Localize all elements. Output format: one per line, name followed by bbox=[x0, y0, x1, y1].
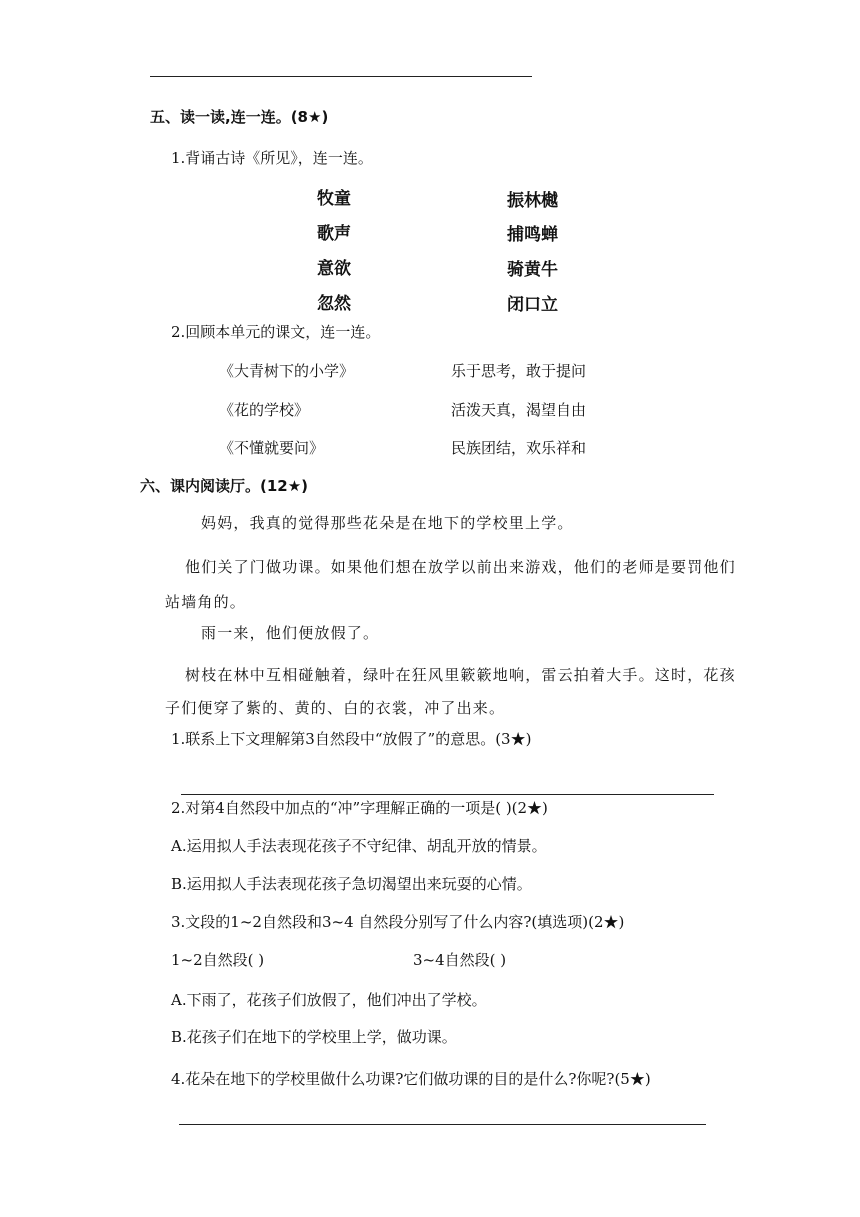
lesson-theme-item: 乐于思考，敢于提问 bbox=[451, 362, 587, 380]
poem-right-item: 闭口立 bbox=[507, 295, 558, 315]
q3-blank-a: 1~2自然段( ) bbox=[171, 951, 265, 969]
answer-line-q1 bbox=[181, 794, 714, 795]
passage-paragraph-1: 妈妈，我真的觉得那些花朵是在地下的学校里上学。 bbox=[201, 514, 574, 532]
q3-option-a: A.下雨了，花孩子们放假了，他们冲出了学校。 bbox=[171, 991, 487, 1009]
answer-line-q4 bbox=[179, 1124, 706, 1125]
poem-left-item: 牧童 bbox=[317, 189, 351, 209]
q3-blank-b: 3~4自然段( ) bbox=[413, 951, 507, 969]
reading-question-3: 3.文段的1~2自然段和3~4 自然段分别写了什么内容?(填选项)(2★) bbox=[171, 913, 625, 931]
q3-option-b: B.花孩子们在地下的学校里上学，做功课。 bbox=[171, 1028, 457, 1046]
poem-right-item: 骑黄牛 bbox=[507, 260, 558, 280]
poem-left-item: 意欲 bbox=[317, 259, 351, 279]
passage-paragraph-4-line-1: 树枝在林中互相碰触着，绿叶在狂风里簌簌地响，雷云拍着大手。这时，花孩 bbox=[185, 666, 736, 684]
lesson-title-item: 《不懂就要问》 bbox=[219, 439, 325, 457]
q2-option-b: B.运用拟人手法表现花孩子急切渴望出来玩耍的心情。 bbox=[171, 875, 532, 893]
section5-q2-prompt: 2.回顾本单元的课文，连一连。 bbox=[171, 323, 381, 341]
top-rule bbox=[150, 76, 532, 77]
poem-left-item: 忽然 bbox=[317, 294, 351, 314]
reading-question-4: 4.花朵在地下的学校里做什么功课?它们做功课的目的是什么?你呢?(5★) bbox=[171, 1070, 651, 1088]
section5-q1-prompt: 1.背诵古诗《所见》，连一连。 bbox=[171, 149, 373, 167]
lesson-title-item: 《大青树下的小学》 bbox=[219, 362, 355, 380]
reading-question-2: 2.对第4自然段中加点的“冲”字理解正确的一项是( )(2★) bbox=[171, 799, 548, 817]
passage-paragraph-2-line-1: 他们关了门做功课。如果他们想在放学以前出来游戏，他们的老师是要罚他们 bbox=[185, 558, 736, 576]
poem-right-item: 振林樾 bbox=[507, 191, 558, 211]
section5-title: 五、读一读,连一连。(8★) bbox=[150, 108, 329, 126]
lesson-theme-item: 民族团结，欢乐祥和 bbox=[451, 439, 587, 457]
lesson-theme-item: 活泼天真，渴望自由 bbox=[451, 401, 587, 419]
passage-paragraph-4-line-2: 子们便穿了紫的、黄的、白的衣裳，冲了出来。 bbox=[165, 699, 506, 717]
passage-paragraph-3: 雨一来，他们便放假了。 bbox=[201, 624, 380, 642]
q2-option-a: A.运用拟人手法表现花孩子不守纪律、胡乱开放的情景。 bbox=[171, 837, 547, 855]
passage-paragraph-2-line-2: 站墙角的。 bbox=[165, 593, 247, 611]
lesson-title-item: 《花的学校》 bbox=[219, 401, 310, 419]
poem-right-item: 捕鸣蝉 bbox=[507, 225, 558, 245]
section6-title: 六、课内阅读厅。(12★) bbox=[140, 477, 309, 495]
poem-left-item: 歌声 bbox=[317, 224, 351, 244]
reading-question-1: 1.联系上下文理解第3自然段中“放假了”的意思。(3★) bbox=[171, 730, 532, 748]
